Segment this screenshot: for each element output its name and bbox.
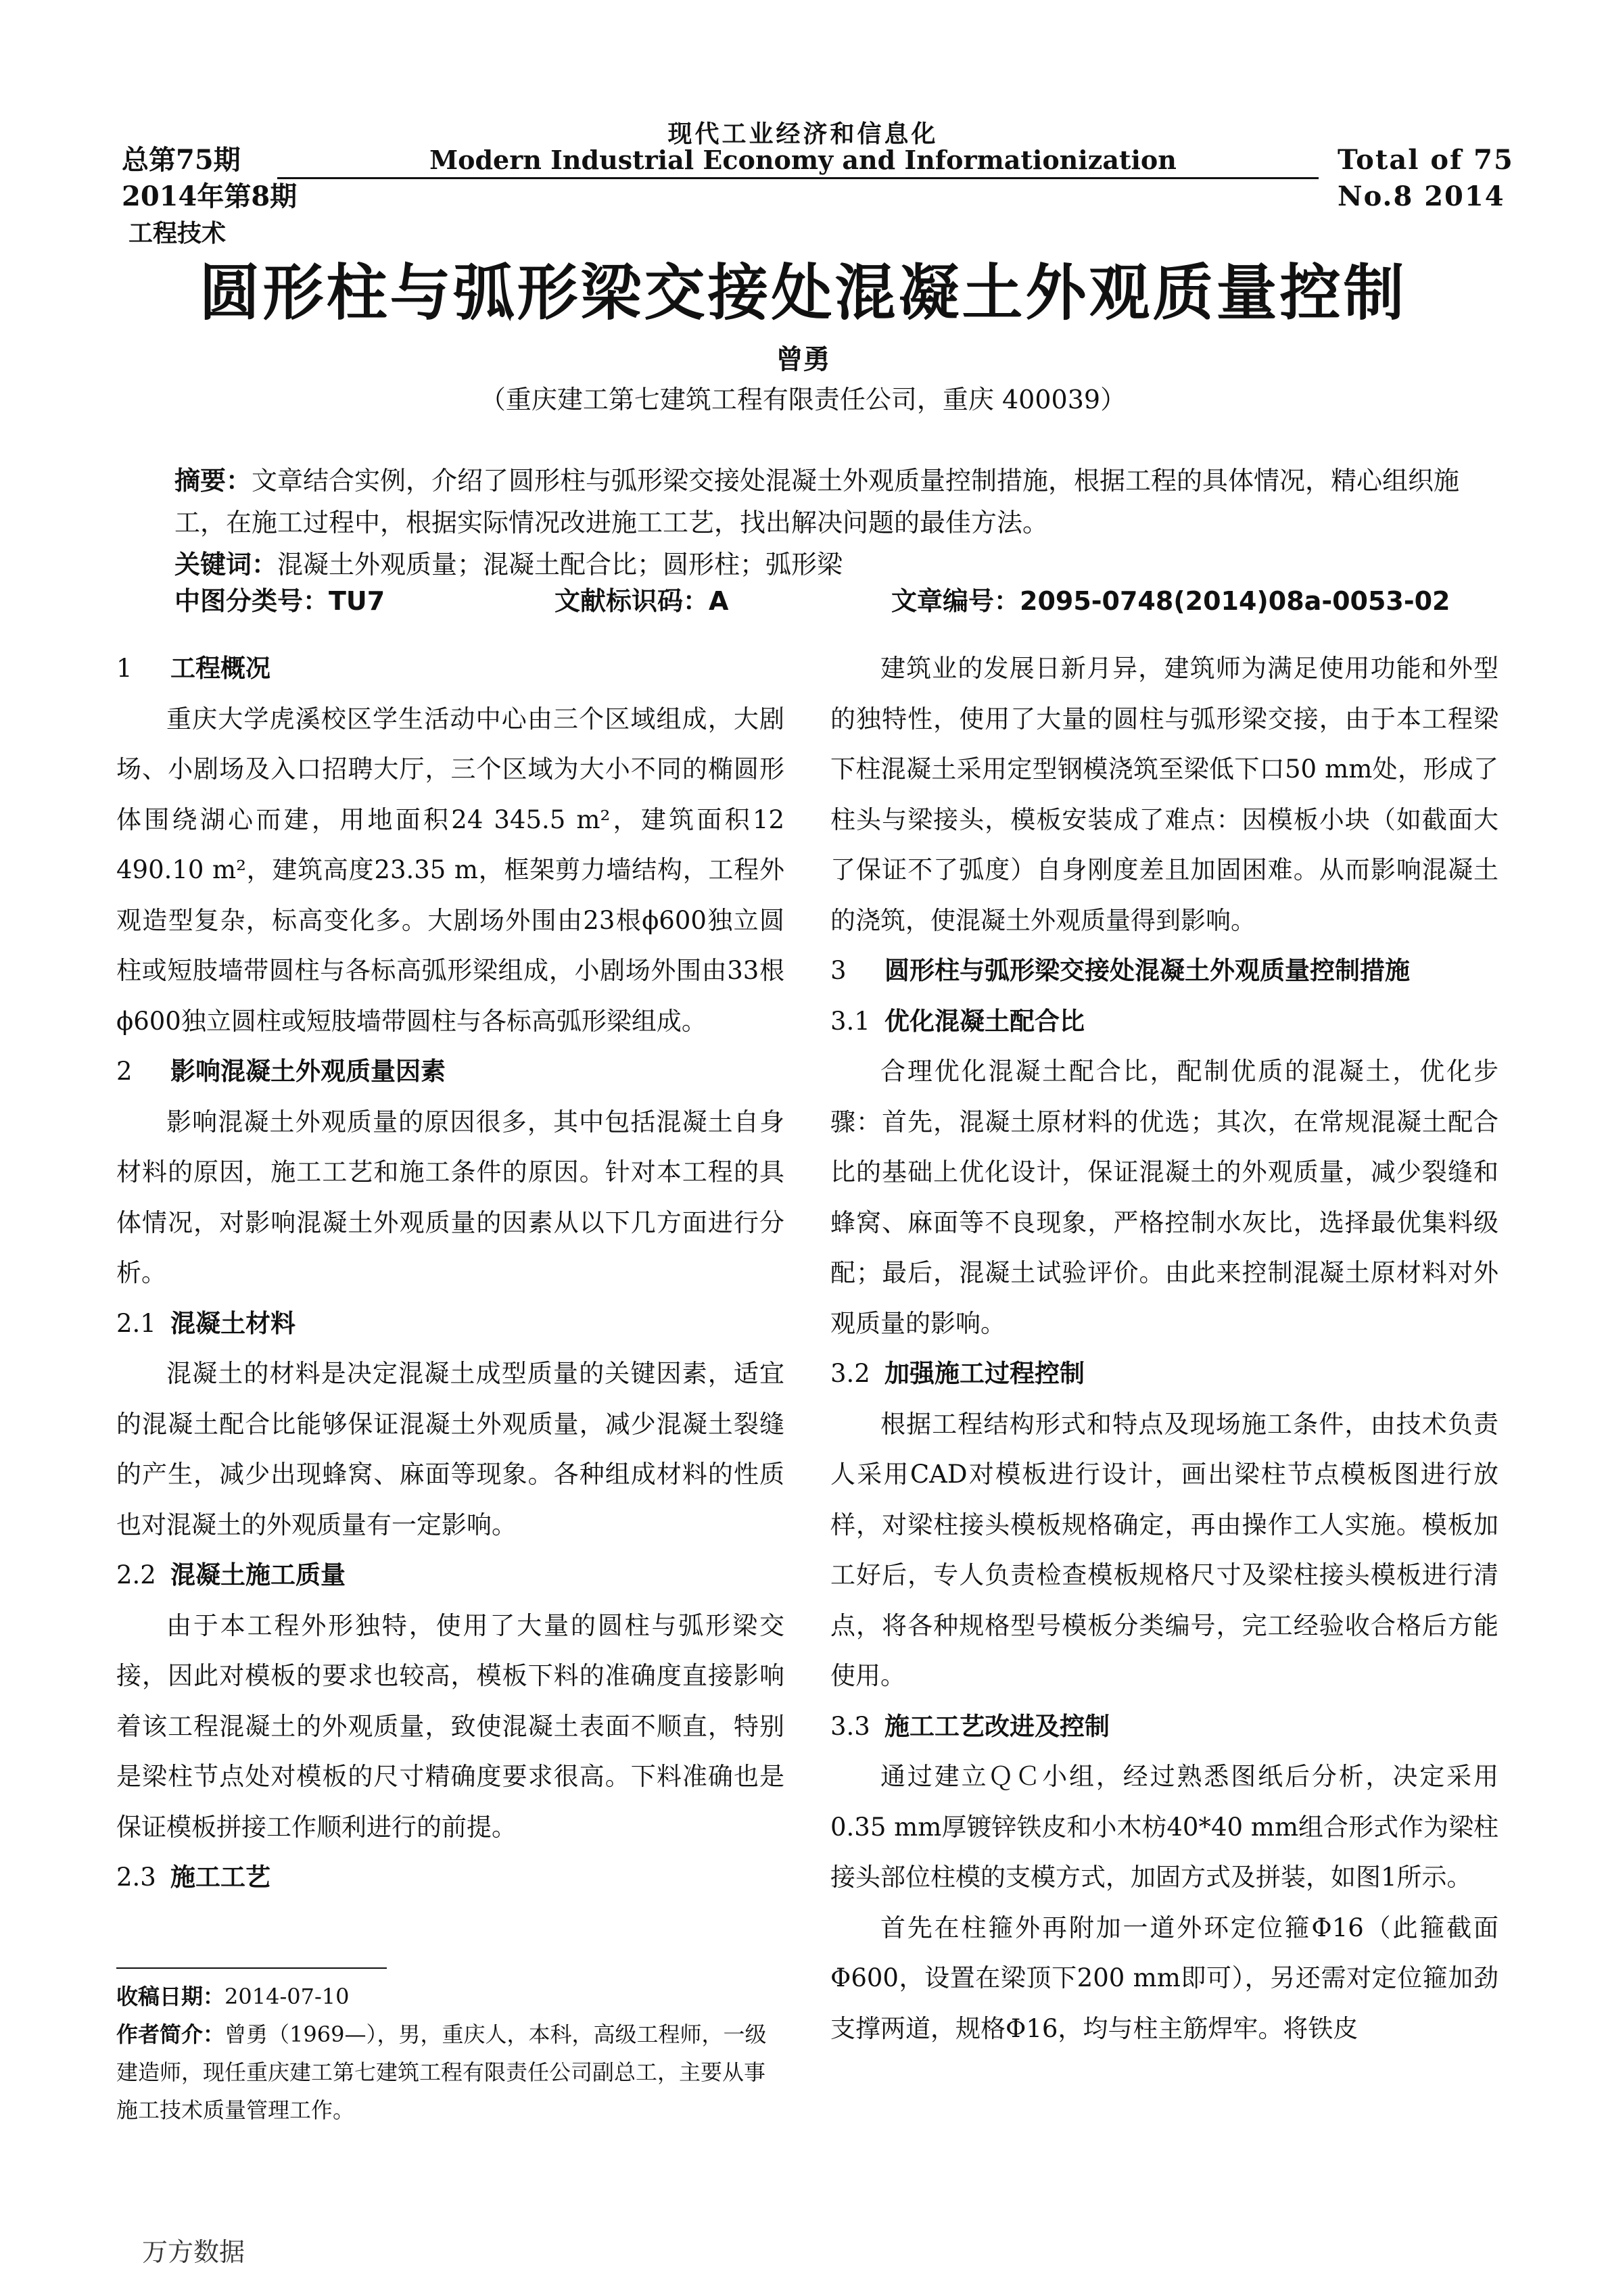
paragraph: 首先在柱箍外再附加一道外环定位箍Φ16（此箍截面Φ600，设置在梁顶下200 mm即可），另还需对定位箍加劲支撑两道，规格Φ16，均与柱主筋焊牢。将铁皮 — [830, 1913, 1498, 2043]
paragraph: 通过建立ＱＣ小组，经过熟悉图纸后分析，决定采用0.35 mm厚镀锌铁皮和小木枋40*40 mm组合形式作为梁柱接头部位柱模的支模方式，加固方式及拼装，如图1所示。 — [830, 1762, 1498, 1892]
paragraph: 根据工程结构形式和特点及现场施工条件，由技术负责人采用CAD对模板进行设计，画出梁柱节点模板图进行放样，对梁柱接头模板规格确定，再由操作工人实施。模板加工好后，专人负责检查模板规格尺寸及梁柱接头模板进行清点，将各种规格型号模板分类编号，完工经验收合格后方能使用。 — [830, 1409, 1498, 1690]
clc-number: 中图分类号：TU7 — [174, 586, 385, 616]
subsection-heading: 3.2 加强施工过程控制 — [830, 1359, 1085, 1388]
received-date: 收稿日期：2014-07-10 — [116, 1984, 350, 2009]
issue-total: 总第75期 — [122, 144, 241, 176]
article-number: 文章编号：2095-0748(2014)08a-0053-02 — [891, 586, 1450, 616]
author-bio: 作者简介：曾勇（1969—），男，重庆人，本科，高级工程师，一级建造师，现任重庆建工第七建筑工程有限责任公司副总工，主要从事施工技术质量管理工作。 — [116, 2022, 767, 2123]
footnote-rule — [116, 1967, 387, 1969]
subsection-heading: 2.2 混凝土施工质量 — [116, 1560, 346, 1589]
paragraph: 合理优化混凝土配合比，配制优质的混凝土，优化步骤：首先，混凝土原材料的优选；其次，在常规混凝土配合比的基础上优化设计，保证混凝土的外观质量，减少裂缝和蜂窝、麻面等不良现象，严格控制水灰比，选择最优集料级配；最后，混凝土试验评价。由此来控制混凝土原材料对外观质量的影响。 — [830, 1057, 1498, 1338]
author-affiliation: （重庆建工第七建筑工程有限责任公司，重庆 400039） — [479, 385, 1127, 414]
article-title: 圆形柱与弧形梁交接处混凝土外观质量控制 — [199, 258, 1407, 329]
paragraph: 混凝土的材料是决定混凝土成型质量的关键因素，适宜的混凝土配合比能够保证混凝土外观质量，减少混凝土裂缝的产生，减少出现蜂窝、麻面等现象。各种组成材料的性质也对混凝土的外观质量有一定影响。 — [116, 1359, 784, 1539]
footnote — [116, 1978, 786, 2129]
issue-number: 2014年第8期 — [122, 181, 298, 212]
issue-total-en: Total of 75 — [1338, 144, 1514, 176]
paragraph: 由于本工程外形独特，使用了大量的圆柱与弧形梁交接，因此对模板的要求也较高，模板下料的准确度直接影响着该工程混凝土的外观质量，致使混凝土表面不顺直，特别是梁柱节点处对模板的尺寸精确度要求很高。下料准确也是保证模板拼接工作顺利进行的前提。 — [116, 1610, 784, 1842]
paragraph: 建筑业的发展日新月异，建筑师为满足使用功能和外型的独特性，使用了大量的圆柱与弧形梁交接，由于本工程梁下柱混凝土采用定型钢模浇筑至梁低下口50 mm处，形成了柱头与梁接头，模板安装成了难点：因模板小块（如截面大了保证不了弧度）自身刚度差且加固困难。从而影响混凝土的浇筑，使混凝土外观质量得到影响。 — [830, 654, 1498, 935]
author-name: 曾勇 — [776, 343, 830, 375]
document-code: 文献标识码：A — [554, 586, 729, 616]
keywords-label: 关键词： — [174, 550, 278, 579]
abstract-label: 摘要： — [174, 466, 252, 496]
subsection-heading: 2.1 混凝土材料 — [116, 1308, 296, 1338]
keywords — [174, 544, 1493, 585]
section-name: 工程技术 — [128, 219, 227, 247]
left-column — [116, 644, 784, 1903]
journal-title-en: Modern Industrial Economy and Informationization — [429, 145, 1177, 175]
subsection-heading: 3.3 施工工艺改进及控制 — [830, 1711, 1110, 1741]
keywords-text: 混凝土外观质量；混凝土配合比；圆形柱；弧形梁 — [277, 550, 843, 579]
section-heading: 1 工程概况 — [116, 654, 270, 683]
journal-title-cn: 现代工业经济和信息化 — [667, 120, 939, 148]
section-heading: 3 圆形柱与弧形梁交接处混凝土外观质量控制措施 — [830, 956, 1410, 985]
right-column — [830, 644, 1498, 2054]
watermark: 万方数据 — [142, 2237, 245, 2267]
subsection-heading: 3.1 优化混凝土配合比 — [830, 1006, 1085, 1036]
section-heading: 2 影响混凝土外观质量因素 — [116, 1057, 446, 1086]
paragraph: 影响混凝土外观质量的原因很多，其中包括混凝土自身材料的原因，施工工艺和施工条件的原因。针对本工程的具体情况，对影响混凝土外观质量的因素从以下几方面进行分析。 — [116, 1107, 784, 1287]
paragraph: 重庆大学虎溪校区学生活动中心由三个区域组成，大剧场、小剧场及入口招聘大厅，三个区域为大小不同的椭圆形体围绕湖心而建，用地面积24 345.5 m²，建筑面积12 490.10 m²，建筑高度23.35 m，框架剪力墙结构，工程外观造型复杂，标高变化多。大剧场外围由23根ϕ600独立圆柱或短肢墙带圆柱与各标高弧形梁组成，小剧场外围由33根ϕ600独立圆柱或短肢墙带圆柱与各标高弧形梁组成。 — [116, 704, 784, 1036]
issue-number-en: No.8 2014 — [1338, 181, 1505, 212]
header-rule — [277, 177, 1319, 179]
abstract-text: 文章结合实例，介绍了圆形柱与弧形梁交接处混凝土外观质量控制措施，根据工程的具体情况，精心组织施工，在施工过程中，根据实际情况改进施工工艺，找出解决问题的最佳方法。 — [174, 466, 1460, 537]
abstract — [174, 460, 1493, 544]
subsection-heading: 2.3 施工工艺 — [116, 1863, 270, 1892]
